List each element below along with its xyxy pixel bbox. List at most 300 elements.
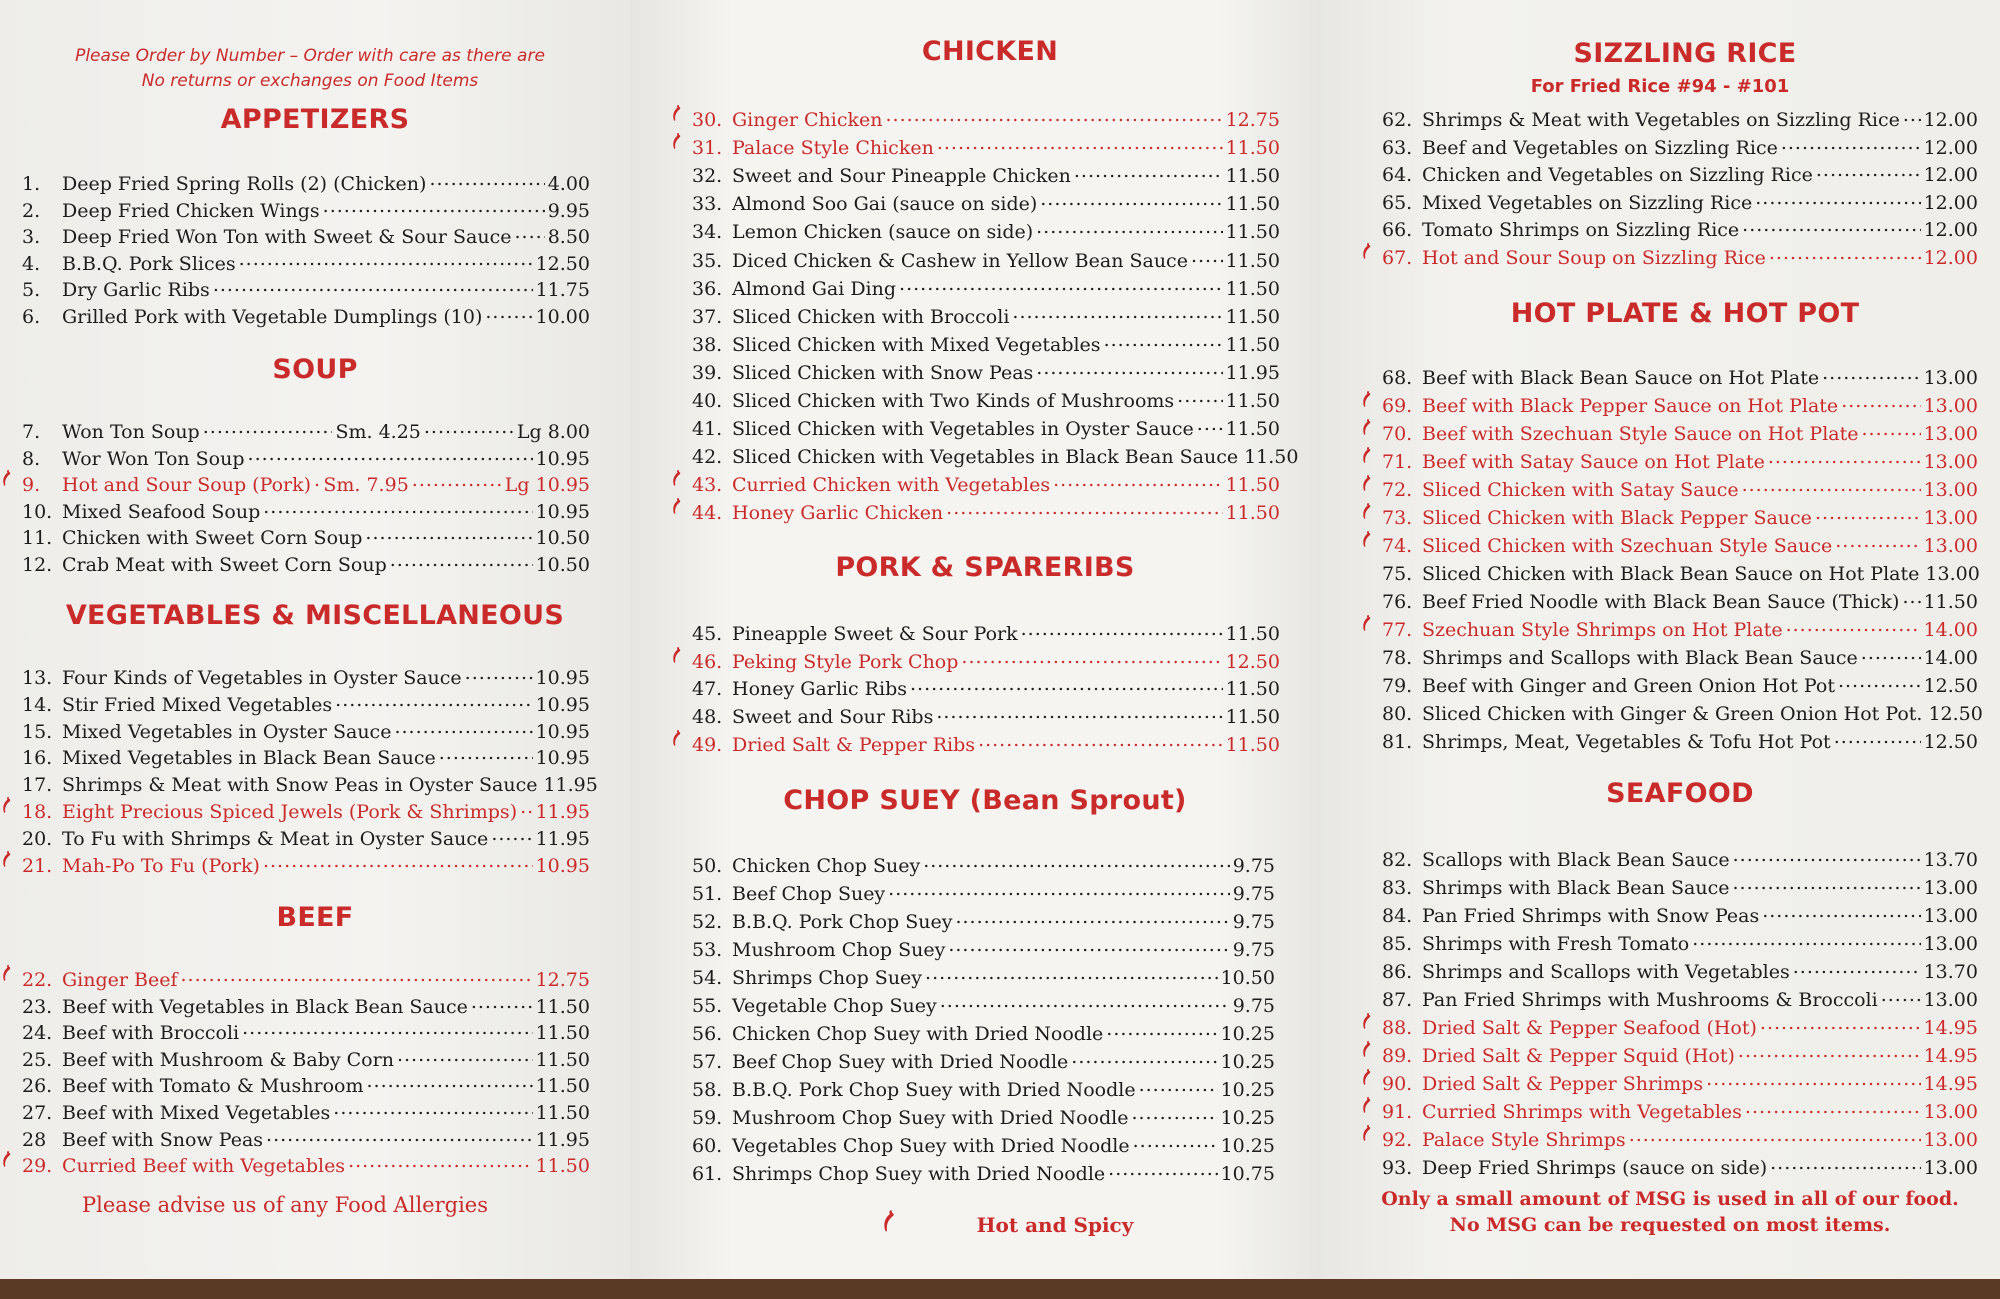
item-name: Sliced Chicken with Black Pepper Sauce <box>1422 507 1812 529</box>
item-price: 8.50 <box>547 226 590 248</box>
item-number: 85. <box>1382 933 1413 955</box>
item-price: 10.95 <box>535 693 590 716</box>
menu-item-row <box>22 522 590 548</box>
chili-pepper-icon <box>1360 1066 1372 1088</box>
dot-leader <box>1074 160 1223 182</box>
item-name: Shrimps Chop Suey <box>732 967 923 989</box>
item-price: 13.00 <box>1923 989 1978 1011</box>
item-price: 10.95 <box>535 500 590 523</box>
item-number: 28 <box>22 1128 47 1151</box>
item-number: 30. <box>692 109 723 131</box>
item-number: 75. <box>1382 563 1413 585</box>
item-price: 9.95 <box>547 199 590 222</box>
menu-item-row <box>1382 530 1978 556</box>
item-number: 73. <box>1382 507 1413 529</box>
menu-item-row <box>22 769 598 797</box>
dot-leader <box>314 469 320 491</box>
item-number: 45. <box>692 623 723 645</box>
dot-leader <box>1021 618 1223 640</box>
item-price: 11.50 <box>1225 502 1280 525</box>
item-name: Mushroom Chop Suey with Dried Noodle <box>732 1107 1129 1129</box>
dot-leader <box>1769 242 1921 264</box>
item-number: 33. <box>692 193 723 216</box>
dot-leader <box>239 248 533 270</box>
dot-leader <box>397 1044 533 1066</box>
menu-item-row <box>22 823 590 849</box>
item-name: Hot and Sour Soup (Pork) <box>62 474 312 496</box>
item-price: 11.50 <box>535 1102 590 1124</box>
dot-leader <box>923 850 1230 872</box>
item-price: 13.00 <box>1923 479 1978 501</box>
item-price: 11.95 <box>1225 361 1280 384</box>
item-name: Beef with Black Bean Sauce on Hot Plate <box>1422 367 1820 389</box>
menu-item-row <box>692 701 1280 727</box>
item-price: 10.50 <box>535 527 590 549</box>
item-price: 12.50 <box>1928 703 1983 725</box>
item-price: 12.00 <box>1923 109 1978 131</box>
item-number: 40. <box>692 390 723 412</box>
dot-leader <box>203 416 333 438</box>
item-price: 13.00 <box>1923 933 1978 955</box>
chili-pepper-icon <box>1360 1010 1372 1032</box>
item-number: 34. <box>692 221 723 244</box>
item-price: 4.00 <box>547 173 590 195</box>
item-number: 53. <box>692 939 723 961</box>
item-price: 12.00 <box>1923 219 1978 242</box>
section-title-beef: BEEF <box>276 902 354 933</box>
dot-leader <box>1197 413 1223 435</box>
item-name: Lemon Chicken (sauce on side) <box>732 221 1034 244</box>
item-number: 27. <box>22 1102 53 1124</box>
item-number: 64. <box>1382 164 1413 187</box>
item-price: Lg 8.00 <box>516 421 590 443</box>
item-number: 13. <box>22 667 53 689</box>
item-price: 11.50 <box>1225 193 1280 216</box>
item-name: Shrimps & Meat with Snow Peas in Oyster Sauce <box>62 774 538 797</box>
dot-leader <box>1139 1074 1218 1096</box>
item-name: Palace Style Shrimps <box>1422 1129 1626 1151</box>
item-number: 8. <box>22 447 41 470</box>
item-name: Sliced Chicken with Vegetables in Black Bean Sauce <box>732 446 1239 469</box>
dot-leader <box>1733 844 1921 866</box>
item-name: Beef with Szechuan Style Sauce on Hot Plate <box>1422 423 1859 445</box>
item-number: 54. <box>692 967 723 989</box>
menu-item-row <box>22 716 590 742</box>
dot-leader <box>1838 670 1921 692</box>
sizzling-subtitle: For Fried Rice #94 - #101 <box>1530 76 1790 97</box>
item-price: 13.00 <box>1923 1129 1978 1151</box>
item-name: Beef with Ginger and Green Onion Hot Pot <box>1422 675 1835 697</box>
menu-item-row <box>692 132 1280 158</box>
menu-item-row <box>1382 1096 1978 1122</box>
dot-leader <box>937 132 1223 154</box>
item-price: 10.95 <box>535 720 590 743</box>
item-name: Beef with Tomato & Mushroom <box>62 1075 364 1098</box>
item-number: 90. <box>1382 1073 1413 1095</box>
dot-leader <box>1781 132 1921 154</box>
menu-item-row <box>692 329 1280 355</box>
menu-item-row <box>1382 214 1978 240</box>
item-number: 51. <box>692 883 723 905</box>
item-number: 47. <box>692 678 723 701</box>
item-name: Mixed Vegetables in Oyster Sauce <box>62 720 392 743</box>
menu-item-row <box>22 416 590 442</box>
dot-leader <box>1692 928 1920 950</box>
dot-leader <box>1768 446 1921 468</box>
item-number: 29. <box>22 1155 53 1178</box>
dot-leader <box>1903 104 1921 126</box>
dot-leader <box>242 1017 532 1039</box>
chili-pepper-icon <box>1360 240 1372 262</box>
menu-item-row <box>1382 928 1978 954</box>
item-name: Beef Fried Noodle with Black Bean Sauce (Thick) <box>1422 591 1900 613</box>
item-name: Mixed Vegetables in Black Bean Sauce <box>62 747 436 770</box>
dot-leader <box>1732 872 1920 894</box>
item-number: 25. <box>22 1048 53 1071</box>
item-price: 12.50 <box>1923 675 1978 697</box>
item-number: 41. <box>692 418 723 441</box>
menu-item-row <box>22 662 590 688</box>
menu-item-row <box>692 413 1280 439</box>
dot-leader <box>1881 984 1921 1006</box>
item-name: Chicken with Sweet Corn Soup <box>62 527 363 549</box>
item-price: 10.00 <box>535 305 590 328</box>
item-name: Sliced Chicken with Two Kinds of Mushrooms <box>732 390 1175 412</box>
dot-leader <box>520 796 532 818</box>
dot-leader <box>1745 1096 1921 1118</box>
item-price: 12.50 <box>535 252 590 275</box>
item-number: 65. <box>1382 191 1413 214</box>
dot-leader <box>1755 187 1920 209</box>
item-price: 12.50 <box>1923 731 1978 753</box>
item-price: 11.50 <box>1225 678 1280 701</box>
item-price: 12.00 <box>1923 191 1978 214</box>
dot-leader <box>424 416 514 438</box>
item-name: Sliced Chicken with Vegetables in Oyster Sauce <box>732 418 1194 441</box>
item-price: 11.50 <box>1244 446 1299 469</box>
item-name: Sliced Chicken with Snow Peas <box>732 361 1034 384</box>
dot-leader <box>333 1097 532 1119</box>
item-number: 32. <box>692 165 723 188</box>
item-name: Sliced Chicken with Black Bean Sauce on Hot Plate <box>1422 563 1920 585</box>
item-name: Peking Style Pork Chop <box>732 650 959 673</box>
item-name: Almond Soo Gai (sauce on side) <box>732 193 1038 216</box>
item-name: Shrimps and Scallops with Black Bean Sauce <box>1422 647 1858 669</box>
chili-pepper-icon <box>1360 388 1372 410</box>
item-number: 46. <box>692 650 723 673</box>
item-number: 82. <box>1382 849 1413 871</box>
item-number: 84. <box>1382 905 1413 927</box>
item-price: 10.95 <box>535 447 590 470</box>
section-title-chopsuey: CHOP SUEY (Bean Sprout) <box>783 785 1187 816</box>
dot-leader <box>213 274 533 296</box>
item-price: 10.25 <box>1220 1051 1275 1073</box>
item-name: B.B.Q. Pork Slices <box>62 252 236 275</box>
item-name: Mushroom Chop Suey <box>732 939 946 961</box>
menu-item-row <box>1382 698 1983 725</box>
menu-item-row <box>22 549 590 575</box>
menu-item-row <box>692 850 1275 876</box>
item-name: Beef with Broccoli <box>62 1022 240 1045</box>
dot-leader <box>1053 469 1223 491</box>
item-name: Chicken and Vegetables on Sizzling Rice <box>1422 164 1813 187</box>
item-number: 44. <box>692 502 723 525</box>
item-name: Pan Fried Shrimps with Mushrooms & Broccoli <box>1422 989 1878 1011</box>
order-note <box>40 44 580 94</box>
item-name: Grilled Pork with Vegetable Dumplings (10) <box>62 305 483 328</box>
dot-leader <box>1816 159 1921 181</box>
item-number: 81. <box>1382 731 1413 753</box>
item-price: 10.50 <box>1220 967 1275 989</box>
item-number: 71. <box>1382 451 1413 473</box>
menu-item-row <box>692 1074 1275 1100</box>
item-price: 14.95 <box>1923 1045 1978 1067</box>
dot-leader <box>1902 586 1920 608</box>
item-number: 39. <box>692 361 723 384</box>
item-name: Sliced Chicken with Ginger & Green Onion Hot Pot. <box>1422 703 1923 725</box>
menu-item-row <box>692 245 1280 271</box>
item-number: 58. <box>692 1079 723 1101</box>
item-price: 11.50 <box>535 1022 590 1045</box>
chili-pepper-icon <box>670 467 682 489</box>
item-price: 11.50 <box>1225 418 1280 441</box>
item-price: 11.95 <box>535 827 590 850</box>
chili-pepper-icon <box>0 794 12 816</box>
dot-leader <box>1012 301 1222 323</box>
item-price: 13.00 <box>1923 367 1978 389</box>
item-number: 43. <box>692 474 723 497</box>
order-note-line1: Please Order by Number – Order with care as there are <box>75 46 545 66</box>
menu-item-row <box>692 990 1275 1016</box>
dot-leader <box>955 906 1229 928</box>
menu-item-row <box>22 689 590 715</box>
item-price: 11.50 <box>1225 474 1280 497</box>
item-number: 52. <box>692 911 723 933</box>
dot-leader <box>390 549 533 571</box>
chili-pepper-icon <box>880 1208 896 1234</box>
hot-spicy-legend <box>880 1212 1200 1238</box>
dot-leader <box>925 962 1218 984</box>
msg-note <box>1380 1186 1960 1238</box>
dot-leader <box>1177 385 1222 407</box>
item-price: 11.95 <box>535 1128 590 1151</box>
item-price: 13.70 <box>1923 849 1978 871</box>
item-number: 7. <box>22 421 41 443</box>
chili-pepper-icon <box>670 727 682 749</box>
item-number: 57. <box>692 1051 723 1073</box>
dot-leader <box>1738 1040 1921 1062</box>
item-name: Ginger Chicken <box>732 109 883 131</box>
menu-item-row <box>1382 956 1978 982</box>
item-name: Beef Chop Suey <box>732 883 886 905</box>
item-number: 63. <box>1382 136 1413 159</box>
dot-leader <box>1071 1046 1217 1068</box>
menu-item-row <box>1382 670 1978 696</box>
item-number: 31. <box>692 137 723 160</box>
dot-leader <box>1742 214 1920 236</box>
item-name: Sliced Chicken with Satay Sauce <box>1422 479 1739 501</box>
item-name: Pan Fried Shrimps with Snow Peas <box>1422 905 1760 927</box>
dot-leader <box>886 104 1223 126</box>
item-name: Shrimps with Black Bean Sauce <box>1422 877 1730 899</box>
menu-item-row <box>1382 132 1978 158</box>
item-name: Honey Garlic Chicken <box>732 502 944 525</box>
item-number: 59. <box>692 1107 723 1129</box>
item-price: 11.50 <box>1225 137 1280 160</box>
dot-leader <box>491 823 532 845</box>
menu-item-row <box>692 962 1275 988</box>
menu-item-row <box>22 496 590 522</box>
item-name: Szechuan Style Shrimps on Hot Plate <box>1422 619 1783 641</box>
item-price: 14.00 <box>1923 647 1978 669</box>
item-name: Beef with Snow Peas <box>62 1128 264 1151</box>
item-name: B.B.Q. Pork Chop Suey with Dried Noodle <box>732 1079 1136 1101</box>
item-name: Won Ton Soup <box>62 421 200 443</box>
item-number: 91. <box>1382 1101 1413 1123</box>
item-name: Beef Chop Suey with Dried Noodle <box>732 1051 1069 1073</box>
menu-item-row <box>1382 900 1978 926</box>
dot-leader <box>1036 357 1222 379</box>
item-number: 36. <box>692 277 723 300</box>
menu-item-row <box>692 646 1280 672</box>
dot-leader <box>1822 362 1920 384</box>
item-name: Tomato Shrimps on Sizzling Rice <box>1422 219 1740 242</box>
item-price: 13.70 <box>1923 961 1978 983</box>
chili-pepper-icon <box>1360 1038 1372 1060</box>
item-name: Stir Fried Mixed Vegetables <box>62 693 333 716</box>
item-number: 78. <box>1382 647 1413 669</box>
item-price: 13.00 <box>1923 507 1978 529</box>
dot-leader <box>485 301 532 323</box>
menu-item-row <box>22 469 590 495</box>
dot-leader <box>1861 418 1920 440</box>
dot-leader <box>1133 1130 1218 1152</box>
item-number: 86. <box>1382 961 1413 983</box>
item-name: B.B.Q. Pork Chop Suey <box>732 911 953 933</box>
item-number: 55. <box>692 995 723 1017</box>
item-number: 16. <box>22 747 53 770</box>
dot-leader <box>515 221 545 243</box>
item-name: Palace Style Chicken <box>732 137 934 160</box>
dot-leader <box>366 1070 532 1092</box>
item-number: 12. <box>22 553 53 576</box>
menu-item-row <box>692 1130 1275 1156</box>
menu-item-row <box>692 160 1280 186</box>
chili-pepper-icon <box>1360 612 1372 634</box>
section-title-appetizers: APPETIZERS <box>220 104 410 135</box>
menu-item-row <box>1382 390 1978 416</box>
item-price: 11.50 <box>1225 249 1280 272</box>
item-number: 80. <box>1382 703 1413 725</box>
item-number: 50. <box>692 855 723 877</box>
item-price: 13.00 <box>1923 451 1978 473</box>
item-price: 10.75 <box>1220 1163 1275 1185</box>
item-name: Chicken Chop Suey <box>732 855 921 877</box>
item-price: 10.50 <box>535 553 590 576</box>
item-name: Pineapple Sweet & Sour Pork <box>732 623 1018 645</box>
menu-item-row <box>1382 1040 1978 1066</box>
item-number: 23. <box>22 995 53 1018</box>
dot-leader <box>412 469 502 491</box>
menu-item-row <box>692 673 1280 699</box>
dot-leader <box>1742 474 1921 496</box>
item-name: Curried Shrimps with Vegetables <box>1422 1101 1742 1123</box>
menu-item-row <box>22 991 590 1017</box>
item-name: Wor Won Ton Soup <box>62 447 245 470</box>
item-price: 11.50 <box>535 1048 590 1071</box>
item-name: Mah-Po To Fu (Pork) <box>62 854 260 877</box>
item-name: Honey Garlic Ribs <box>732 678 907 701</box>
menu-item-row <box>22 850 590 876</box>
item-number: 37. <box>692 305 723 328</box>
menu-item-row <box>1382 362 1978 388</box>
item-price: 14.95 <box>1923 1073 1978 1095</box>
item-number: 48. <box>692 706 723 729</box>
item-name: Vegetables Chop Suey with Dried Noodle <box>732 1135 1130 1157</box>
item-number: 68. <box>1382 367 1413 389</box>
dot-leader <box>394 716 532 738</box>
item-number: 88. <box>1382 1017 1413 1039</box>
menu-item-row <box>1382 844 1978 870</box>
item-name: Chicken Chop Suey with Dried Noodle <box>732 1023 1104 1045</box>
dot-leader <box>1106 1018 1217 1040</box>
menu-item-row <box>692 906 1275 932</box>
item-name: Ginger Beef <box>62 969 178 991</box>
section-title-sizzling: SIZZLING RICE <box>1573 38 1797 69</box>
item-price: 10.25 <box>1220 1135 1275 1157</box>
item-number: 4. <box>22 252 41 275</box>
hot-spicy-label: Hot and Spicy <box>976 1213 1134 1237</box>
item-price: 11.50 <box>535 995 590 1018</box>
item-name: Crab Meat with Sweet Corn Soup <box>62 553 387 576</box>
menu-item-row <box>692 878 1275 904</box>
item-price: 13.00 <box>1925 563 1980 585</box>
dot-leader <box>1815 502 1921 524</box>
item-name: Dried Salt & Pepper Ribs <box>732 733 976 756</box>
item-price: 11.50 <box>535 1155 590 1178</box>
item-price: 11.95 <box>543 774 598 797</box>
menu-item-row <box>1382 1124 1978 1150</box>
item-number: 69. <box>1382 395 1413 417</box>
dot-leader <box>348 1150 533 1172</box>
dot-leader <box>1762 900 1920 922</box>
item-number: 83. <box>1382 877 1413 899</box>
item-price: 11.50 <box>535 1075 590 1098</box>
item-name: Dry Garlic Ribs <box>62 279 210 301</box>
item-price: 10.95 <box>535 747 590 770</box>
menu-item-row <box>1382 586 1978 612</box>
item-price: 13.00 <box>1923 877 1978 899</box>
dot-leader <box>1834 726 1921 748</box>
item-price: 10.95 <box>535 854 590 877</box>
chili-pepper-icon <box>1360 416 1372 438</box>
dot-leader <box>1104 329 1223 351</box>
menu-item-row <box>692 188 1280 214</box>
item-name: Hot and Sour Soup on Sizzling Rice <box>1422 247 1766 269</box>
dot-leader <box>936 701 1222 723</box>
menu-item-row <box>1382 642 1978 668</box>
menu-item-row <box>692 618 1280 644</box>
menu-item-row <box>22 1070 590 1096</box>
item-price: 11.95 <box>535 801 590 823</box>
item-number: 62. <box>1382 109 1413 131</box>
item-price: 10.95 <box>535 667 590 689</box>
item-price: 14.00 <box>1923 619 1978 641</box>
dot-leader <box>335 689 532 711</box>
dot-leader <box>263 496 532 518</box>
menu-item-row <box>692 385 1280 411</box>
item-price: 9.75 <box>1232 939 1275 961</box>
